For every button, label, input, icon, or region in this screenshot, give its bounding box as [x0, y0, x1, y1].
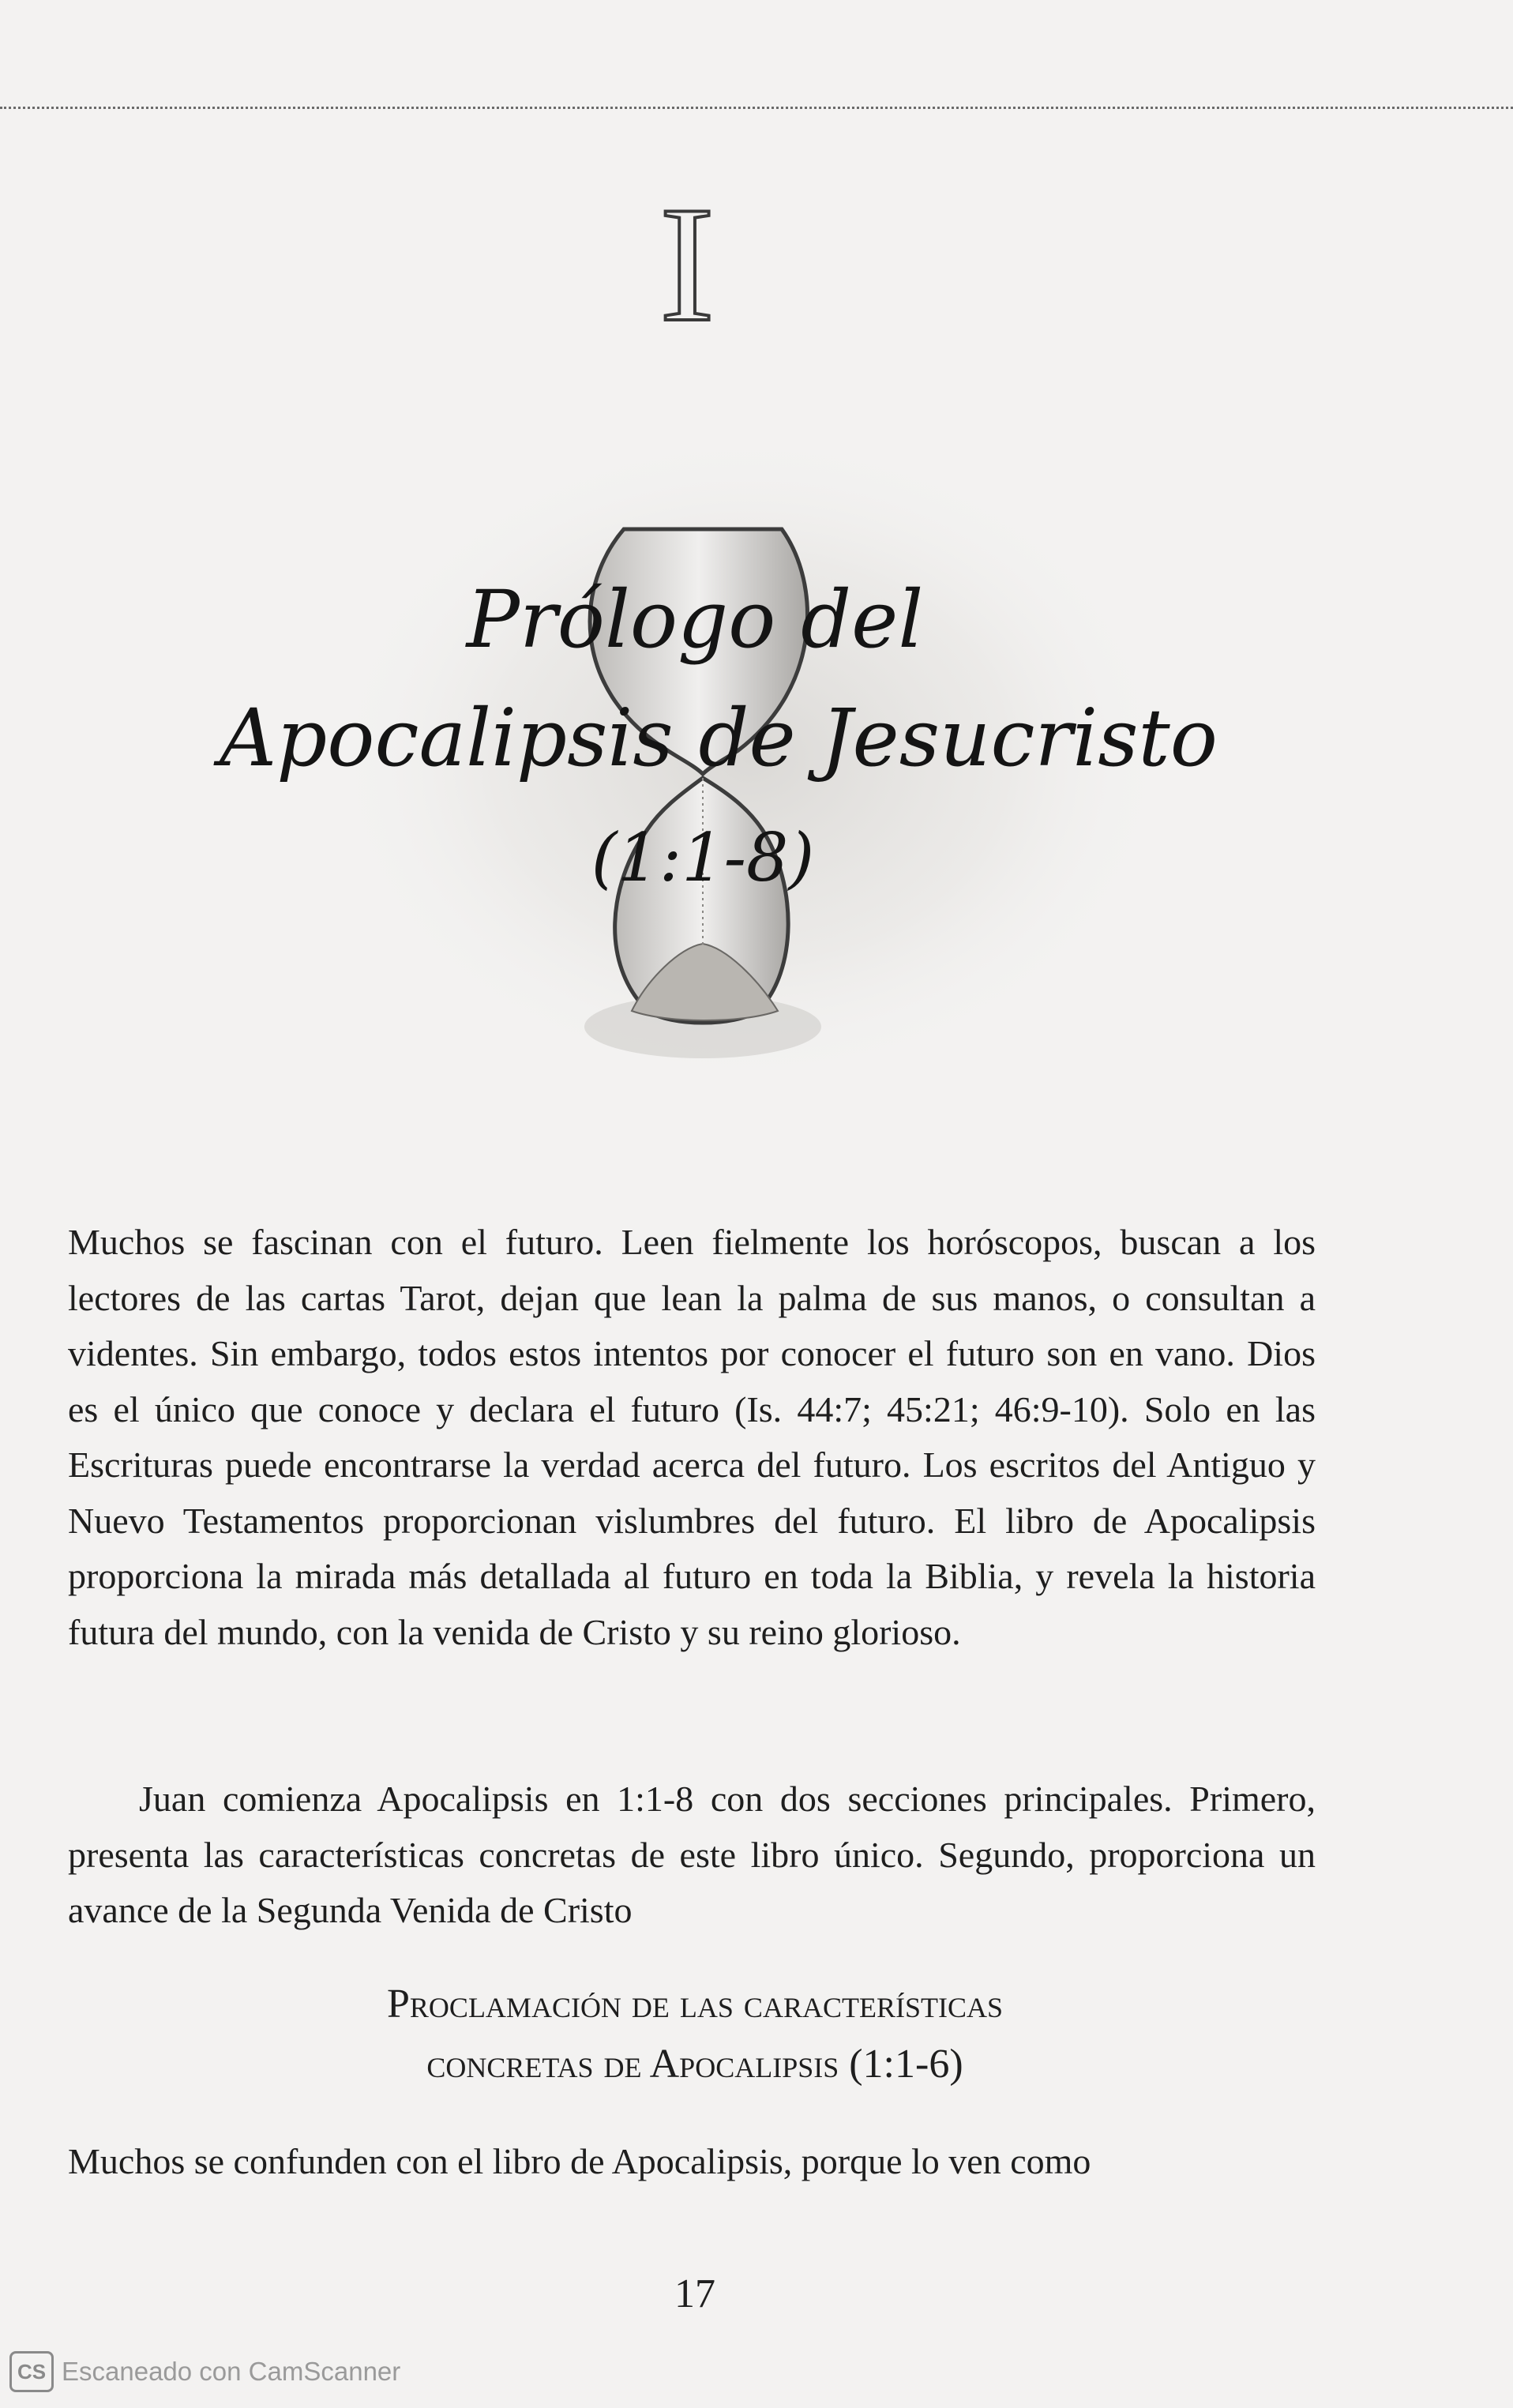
- body-paragraph-1: [68, 1215, 1316, 1660]
- chapter-title-line2: Apocalipsis de Jesucristo: [220, 692, 1218, 784]
- page-top-edge: [0, 107, 1513, 109]
- paragraph-text: Juan comienza Apocalipsis en 1:1-8 con dos secciones principales. Primero, presenta las características concretas de este libro único. Segundo, proporciona un avance de la Segunda Venida de Cristo: [68, 1779, 1316, 1930]
- chapter-title-line1: Prólogo del: [466, 573, 924, 666]
- scanner-watermark: [9, 2352, 400, 2391]
- paragraph-text: Muchos se fascinan con el futuro. Leen fielmente los horóscopos, buscan a los lectores de las cartas Tarot, dejan que lean la palma de sus manos, o consultan a videntes. Sin embargo, todos estos intentos por conocer el futuro son en vano. Dios es el único que conoce y declara el futuro (Is. 44:7; 45:21; 46:9-10). Solo en las Escrituras puede encontrarse la verdad acerca del futuro. Los escritos del Antiguo y Nuevo Testamentos proporcionan vislumbres del futuro. El libro de Apocalipsis proporciona la mirada más detallada al futuro en toda la Biblia, y revela la historia futura del mundo, con la venida de Cristo y su reino glorioso.: [68, 1222, 1316, 1652]
- camscanner-logo-icon: CS: [9, 2351, 54, 2392]
- page-number: 17: [674, 2271, 715, 2316]
- section-heading-line1: Proclamación de las características: [387, 1982, 1003, 2027]
- body-paragraph-3: [68, 2134, 1316, 2190]
- paragraph-text: Muchos se confunden con el libro de Apocalipsis, porque lo ven como: [68, 2141, 1091, 2181]
- chapter-numeral: I: [659, 173, 715, 356]
- body-paragraph-2: [68, 1771, 1316, 1939]
- watermark-text: Escaneado con CamScanner: [62, 2357, 401, 2386]
- chapter-scripture-range: (1:1-8): [591, 819, 815, 896]
- section-heading: [0, 1974, 1390, 2094]
- section-heading-line2: concretas de Apocalipsis (1:1-6): [426, 2042, 963, 2087]
